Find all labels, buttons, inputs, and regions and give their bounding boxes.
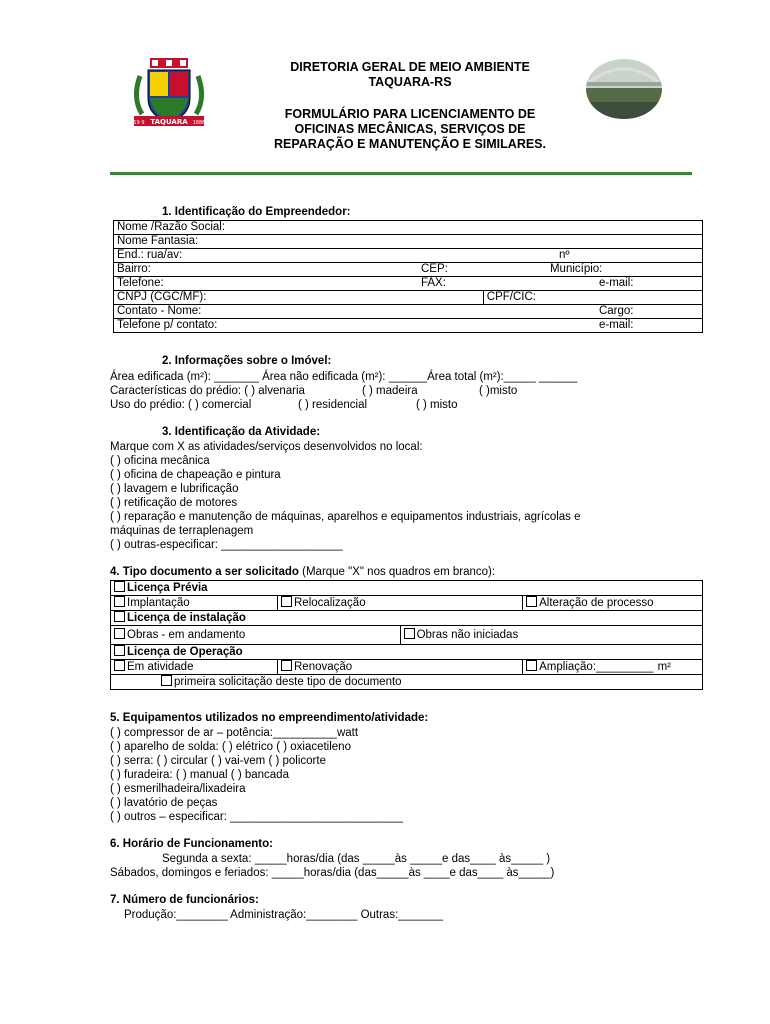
ampliacao-option[interactable] [523,660,703,675]
bridge-photo [585,58,663,120]
document-type-table [110,580,703,690]
obras-andamento-option[interactable] [111,626,401,645]
form-title-1: FORMULÁRIO PARA LICENCIAMENTO DE [284,107,536,121]
area-line: Área edificada (m²): _______ Área não edificada (m²): ______Área total (m²):_____ ______ [110,371,578,383]
form-title-3: REPARAÇÃO E MANUTENÇÃO E SIMILARES. [273,137,546,151]
relocalizacao-label: Relocalização [294,597,366,609]
cargo-field[interactable]: Cargo: [547,305,703,319]
fax-field[interactable]: FAX: [418,277,547,291]
municipio-field[interactable]: Município: [547,263,703,277]
svg-text:TAQUARA: TAQUARA [150,118,188,126]
email-field[interactable]: e-mail: [547,277,703,291]
svg-text:1886: 1886 [192,120,206,126]
divider-rule [110,172,692,175]
equipamento-item[interactable]: ( ) outros – especificar: ___________________________ [110,811,403,823]
cpf-field[interactable]: CPF/CIC: [483,291,702,305]
licenca-previa-label: Licença Prévia [127,582,208,594]
caracteristicas-label: Características do prédio: ( ) alvenaria [110,385,305,397]
licenca-previa-row[interactable] [111,581,703,596]
razao-social-field[interactable]: Nome /Razão Social: [114,221,703,235]
checkbox-icon[interactable] [526,660,537,671]
atividade-item[interactable]: ( ) outras-especificar: ___________________ [110,539,343,551]
uso-misto[interactable]: ( ) misto [416,399,458,411]
numero-field[interactable]: nº [547,249,703,263]
licenca-instalacao-row[interactable] [111,611,703,626]
licenca-operacao-label: Licença de Operação [127,646,243,658]
bairro-field[interactable]: Bairro: [114,263,418,277]
equipamento-item[interactable]: ( ) compressor de ar – potência:__________watt [110,727,359,739]
equipamento-item[interactable]: ( ) furadeira: ( ) manual ( ) bancada [110,769,289,781]
cep-field[interactable]: CEP: [418,263,547,277]
relocalizacao-option[interactable] [278,596,523,611]
em-atividade-label: Em atividade [127,661,194,673]
renovacao-label: Renovação [294,661,353,673]
em-atividade-option[interactable] [111,660,278,675]
checkbox-icon[interactable] [114,611,125,622]
equipamento-item[interactable]: ( ) serra: ( ) circular ( ) vai-vem ( ) policorte [110,755,326,767]
ampliacao-label: Ampliação:_________ [539,661,654,673]
uso-residencial[interactable]: ( ) residencial [298,399,368,411]
section-4-title-note: (Marque "X" nos quadros em branco): [298,566,496,578]
licenca-operacao-row[interactable] [111,645,703,660]
uso-label: Uso do prédio: ( ) comercial [110,399,252,411]
atividade-item-continuation: máquinas de terraplenagem [110,525,254,537]
header-title-2: TAQUARA-RS [368,75,452,89]
svg-text:19 9: 19 9 [133,120,145,126]
municipal-coat-of-arms-logo [128,58,210,134]
ampliacao-unit: m² [657,661,671,673]
primeira-solicitacao-option[interactable] [111,675,703,690]
checkbox-icon[interactable] [114,660,125,671]
atividade-item[interactable]: ( ) oficina de chapeação e pintura [110,469,281,481]
checkbox-icon[interactable] [281,596,292,607]
renovacao-option[interactable] [278,660,523,675]
implantacao-label: Implantação [127,597,190,609]
licenca-instalacao-label: Licença de instalação [127,612,246,624]
contato-nome-field[interactable]: Contato - Nome: [114,305,547,319]
section-6-title: 6. Horário de Funcionamento: [110,838,273,850]
implantacao-option[interactable] [111,596,278,611]
section-4-title-bold: 4. Tipo documento a ser solicitado [110,566,299,578]
primeira-solicitacao-label: primeira solicitação deste tipo de documento [174,676,402,688]
checkbox-icon[interactable] [114,645,125,656]
equipamento-item[interactable]: ( ) aparelho de solda: ( ) elétrico ( ) oxiacetileno [110,741,351,753]
checkbox-icon[interactable] [114,596,125,607]
email-contato-field[interactable]: e-mail: [547,319,703,333]
nome-fantasia-field[interactable]: Nome Fantasia: [114,235,703,249]
equipamento-item[interactable]: ( ) esmerilhadeira/lixadeira [110,783,246,795]
caracteristicas-madeira[interactable]: ( ) madeira [362,385,418,397]
form-title-2: OFICINAS MECÂNICAS, SERVIÇOS DE [294,122,526,136]
cnpj-field[interactable]: CNPJ (CGC/MF): [114,291,484,305]
atividade-intro: Marque com X as atividades/serviços desenvolvidos no local: [110,441,423,453]
checkbox-icon[interactable] [114,581,125,592]
alteracao-label: Alteração de processo [539,597,654,609]
atividade-item[interactable]: ( ) reparação e manutenção de máquinas, aparelhos e equipamentos industriais, agrícolas e [110,511,581,523]
checkbox-icon[interactable] [114,628,125,639]
horario-fim-de-semana[interactable]: Sábados, domingos e feriados: _____horas/dia (das_____às ____e das____ às_____) [110,867,555,879]
equipamento-item[interactable]: ( ) lavatório de peças [110,797,218,809]
checkbox-icon[interactable] [281,660,292,671]
section-4-title [110,565,495,579]
section-3-title: 3. Identificação da Atividade: [162,426,321,438]
checkbox-icon[interactable] [161,675,172,686]
horario-semana[interactable]: Segunda a sexta: _____horas/dia (das _____às _____e das____ às_____ ) [162,853,551,865]
section-1-title: 1. Identificação do Empreendedor: [162,206,351,218]
atividade-item[interactable]: ( ) oficina mecânica [110,455,210,467]
section-5-title: 5. Equipamentos utilizados no empreendimento/atividade: [110,712,429,724]
obras-nao-iniciadas-option[interactable] [400,626,702,645]
checkbox-icon[interactable] [404,628,415,639]
atividade-item[interactable]: ( ) retificação de motores [110,497,238,509]
obras-andamento-label: Obras - em andamento [127,629,246,641]
atividade-item[interactable]: ( ) lavagem e lubrificação [110,483,239,495]
section-2-title: 2. Informações sobre o Imóvel: [162,355,332,367]
telefone-field[interactable]: Telefone: [114,277,418,291]
section-7-title: 7. Número de funcionários: [110,894,259,906]
alteracao-option[interactable] [523,596,703,611]
identification-table [113,220,703,333]
obras-nao-iniciadas-label: Obras não iniciadas [416,629,519,641]
endereco-field[interactable]: End.: rua/av: [114,249,548,263]
checkbox-icon[interactable] [526,596,537,607]
funcionarios-line[interactable]: Produção:________ Administração:________ Outras:_______ [124,909,444,921]
telefone-contato-field[interactable]: Telefone p/ contato: [114,319,547,333]
header-title-1: DIRETORIA GERAL DE MEIO AMBIENTE [290,60,530,74]
caracteristicas-misto[interactable]: ( )misto [479,385,518,397]
